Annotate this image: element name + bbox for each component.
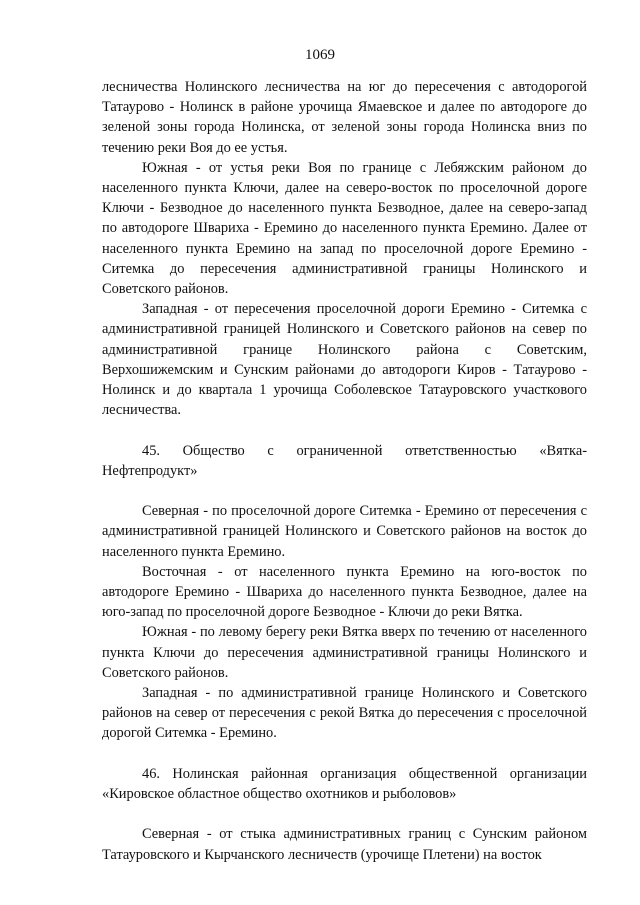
paragraph-west-boundary-2: Западная - по административной границе Нолинского и Советского районов на север от пересечения с рекой Вятка до пересечения с проселочной дорогой Ситемка - Еремино. [102, 685, 587, 742]
section-heading-46: 46. Нолинская районная организация общественной организации «Кировское областное общество охотников и рыболовов» [102, 765, 587, 803]
page-number: 1069 [305, 47, 335, 63]
paragraph-south-boundary-2: Южная - по левому берегу реки Вятка вверх по течению от населенного пункта Ключи до пересечения административной границы Нолинского и Советского районов. [102, 624, 587, 681]
document-body [102, 77, 587, 865]
paragraph-north-boundary-2: Северная - от стыка административных границ с Сунским районом Татауровского и Кырчанского лесничеств (урочище Плетени) на восток [102, 826, 587, 863]
paragraph-west-boundary: Западная - от пересечения проселочной дороги Еремино - Ситемка с административной границей Нолинского и Советского районов на север по административной границе Нолинского района с Советским, Верхошижемским и Сунским районами до автодороги Киров - Татаурово - Нолинск и до квартала 1 урочища Соболевское Татауровского участкового лесничества. [102, 301, 587, 419]
paragraph-north-boundary: Северная - по проселочной дороге Ситемка - Еремино от пересечения с административной границей Нолинского и Советского районов на восток до населенного пункта Еремино. [102, 503, 587, 560]
paragraph-east-boundary: Восточная - от населенного пункта Еремино на юго-восток по автодороге Еремино - Швариха до населенного пункта Безводное, далее на юго-запад по проселочной дороге Безводное - Ключи до реки Вятка. [102, 563, 587, 621]
section-heading-45: 45. Общество с ограниченной ответственностью «Вятка-Нефтепродукт» [102, 442, 587, 479]
paragraph-continuation: лесничества Нолинского лесничества на юг до пересечения с автодорогой Татаурово - Нолинск в районе урочища Ямаевское и далее по автодороге до зеленой зоны города Нолинска, от зеленой зоны города Нолинска вниз по течению реки Воя до ее устья. [102, 79, 587, 156]
paragraph-south-boundary: Южная - от устья реки Воя по границе с Лебяжским районом до населенного пункта Ключи, далее на северо-восток по проселочной дороге Ключи - Безводное до населенного пункта Безводное, далее на северо-запад по автодороге Швариха - Еремино до населенного пункта Еремино. Далее от населенного пункта Еремино на запад по проселочной дороге Еремино - Ситемка до пересечения административной границы Нолинского и Советского районов. [102, 159, 587, 298]
